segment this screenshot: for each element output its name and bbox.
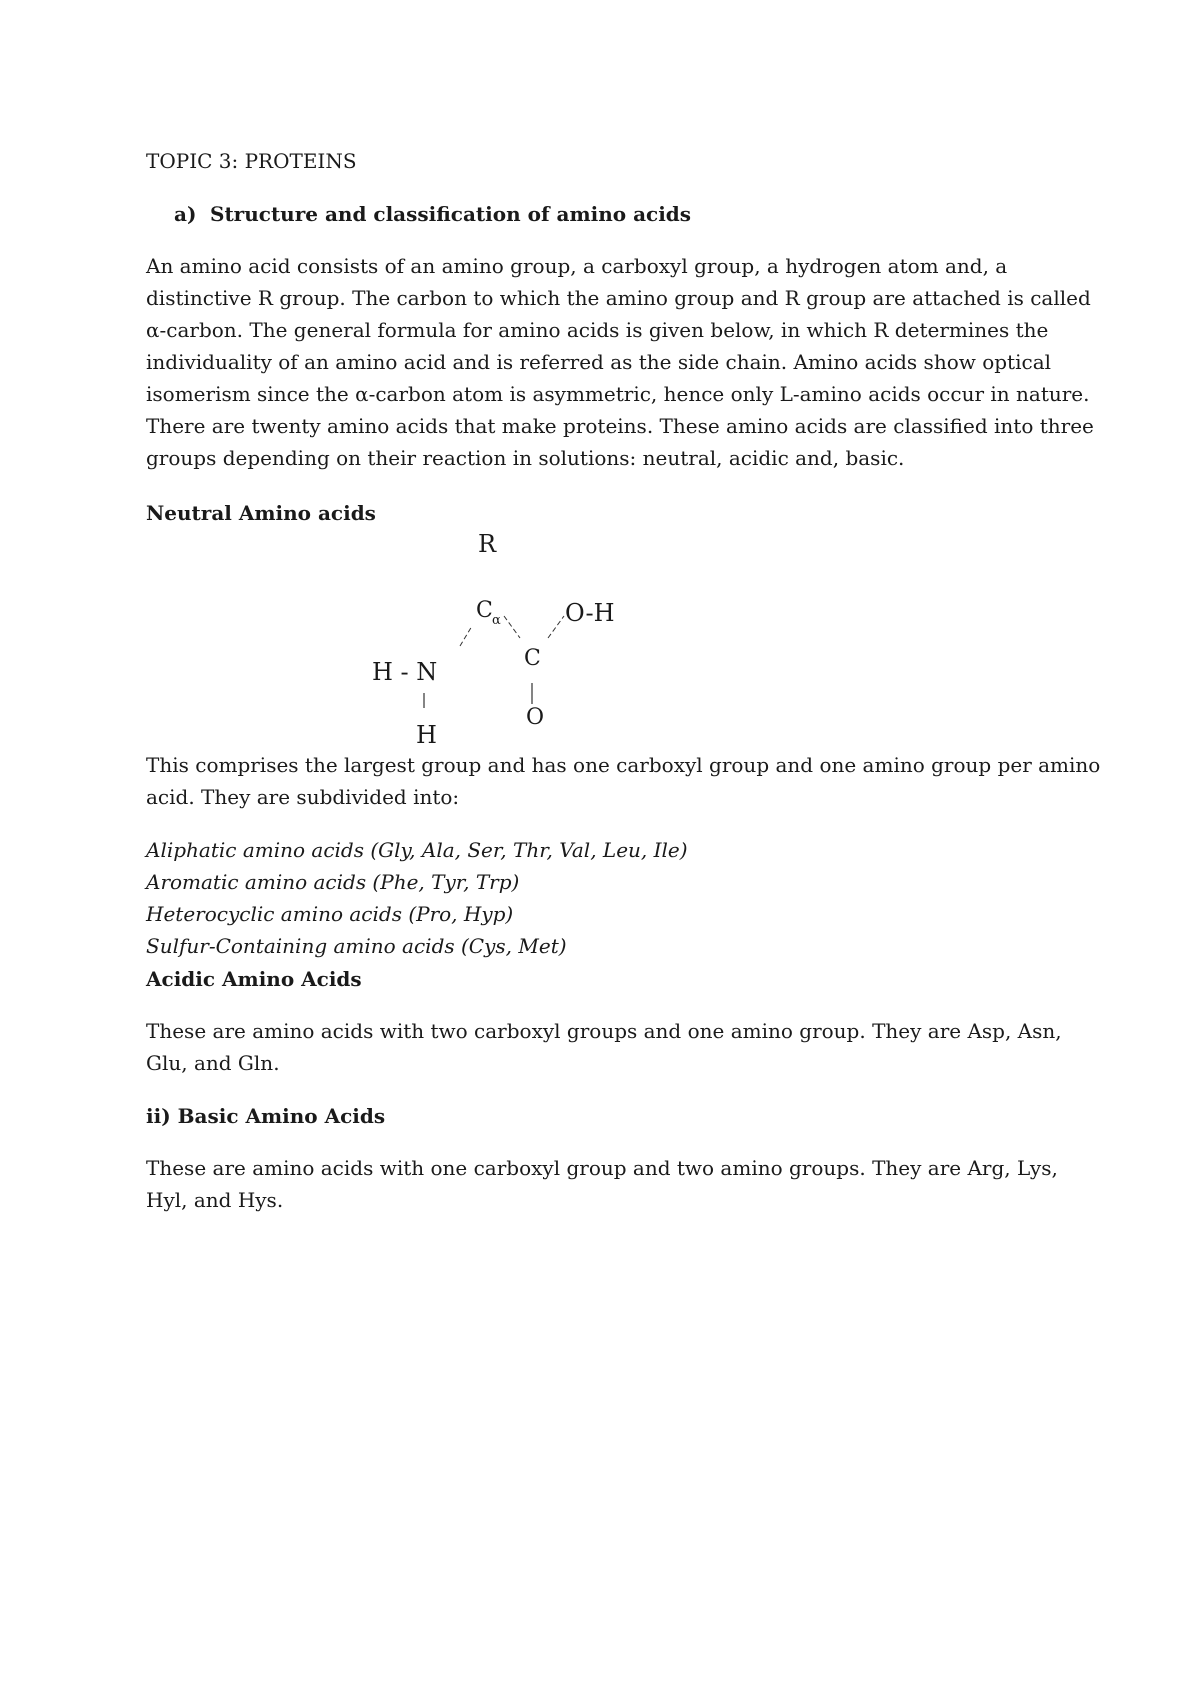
carbonyl-oxygen-label: O [526, 705, 545, 730]
amine-hydrogen-label: H [416, 721, 437, 749]
acidic-heading: Acidic Amino Acids [146, 967, 362, 991]
bond-calpha-c [504, 616, 520, 638]
amino-acid-structure-diagram [372, 528, 660, 750]
section-marker: a) [174, 202, 197, 226]
subtype-item: Sulfur-Containing amino acids (Cys, Met) [146, 934, 567, 958]
neutral-heading: Neutral Amino acids [146, 501, 376, 525]
basic-line: These are amino acids with one carboxyl group and two amino groups. They are Arg, Lys, [146, 1156, 1058, 1180]
subtype-item: Aliphatic amino acids (Gly, Ala, Ser, Thr, Val, Leu, Ile) [146, 838, 688, 862]
intro-paragraph [146, 250, 1094, 474]
intro-line: distinctive R group. The carbon to which the amino group and R group are attached is called [146, 286, 1091, 310]
intro-line: individuality of an amino acid and is referred as the side chain. Amino acids show optical [146, 350, 1052, 374]
alpha-carbon-label: C [476, 598, 493, 623]
page-title: TOPIC 3: PROTEINS [146, 149, 357, 173]
neutral-description-line: This comprises the largest group and has one carboxyl group and one amino group per amino [146, 753, 1101, 777]
intro-line: There are twenty amino acids that make proteins. These amino acids are classified into three [146, 414, 1094, 438]
bond-n-calpha [460, 626, 472, 646]
acidic-paragraph [146, 1015, 1062, 1079]
intro-line: isomerism since the α-carbon atom is asymmetric, hence only L-amino acids occur in nature. [146, 382, 1090, 406]
subtype-item: Aromatic amino acids (Phe, Tyr, Trp) [146, 870, 520, 894]
bond-c-oh [548, 616, 564, 638]
intro-line: α-carbon. The general formula for amino acids is given below, in which R determines the [146, 318, 1049, 342]
basic-line: Hyl, and Hys. [146, 1188, 284, 1212]
intro-line: An amino acid consists of an amino group, a carboxyl group, a hydrogen atom and, a [146, 254, 1008, 278]
section-heading-text: Structure and classification of amino acids [210, 202, 692, 226]
acidic-line: These are amino acids with two carboxyl groups and one amino group. They are Asp, Asn, [146, 1019, 1062, 1043]
alpha-subscript: α [492, 613, 501, 628]
basic-paragraph [146, 1152, 1058, 1216]
neutral-description [146, 749, 1101, 813]
section-heading-a [146, 198, 691, 230]
neutral-subtype-list [146, 834, 688, 962]
acidic-line: Glu, and Gln. [146, 1051, 280, 1075]
basic-heading: ii) Basic Amino Acids [146, 1104, 386, 1128]
neutral-description-line: acid. They are subdivided into: [146, 785, 460, 809]
carbonyl-carbon-label: C [524, 646, 541, 671]
intro-line: groups depending on their reaction in solutions: neutral, acidic and, basic. [146, 446, 905, 470]
hydroxyl-label: O-H [565, 599, 615, 627]
subtype-item: Heterocyclic amino acids (Pro, Hyp) [146, 902, 514, 926]
r-group-label: R [478, 530, 497, 558]
amine-label: H - N [372, 658, 438, 686]
